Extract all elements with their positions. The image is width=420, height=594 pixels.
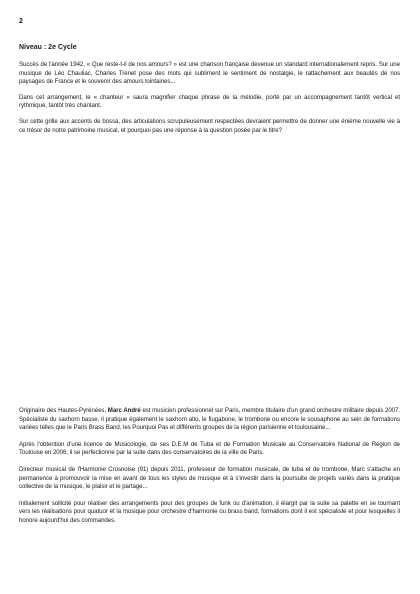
intro-paragraph-3: Sur cette grille aux accents de bossa, des articulations scrupuleusement respectées devraient permettre de donner une énième nouvelle vie à ce trésor de notre patrimoine musical, et pourquoi pas une réponse à la question posée par le titre?: [19, 117, 400, 134]
composer-name: Marc André: [107, 407, 141, 414]
bio-paragraph-1: [19, 407, 400, 433]
bio-paragraph-2: Après l'obtention d'une licence de Musicologie, de ses D.E.M de Tuba et de Formation Musicale au Conservatoire National de Région de Toulouse en 2006, il se perfectionne par la suite dans des conservatoires de la ville de Paris.: [19, 440, 400, 457]
level-title: Niveau : 2e Cycle: [19, 44, 77, 51]
intro-paragraph-1: Succès de l'année 1942, « Que reste-t-il de nos amours? » est une chanson française devenue un standard internationalement repris. Sur une musique de Léo Chauliac, Charles Trenet pose des mots qui subliment le sentiment de nostalgie, le rattachement aux beautés de nos paysages de France et le souvenir des amours lointaines...: [19, 61, 400, 86]
intro-paragraph-2: Dans cet arrangement, le « chanteur » saura magnifier chaque phrase de la mélodie, porté par un accompagnement tantôt vertical et rythmique, tantôt très chantant.: [19, 93, 400, 110]
intro-section: [19, 44, 400, 142]
bio-p1-after: est musicien professionnel sur Paris, membre titulaire d'un grand orchestre militaire depuis 2007. Spécialiste du saxhorn basse, il pratique également le saxhorn alto, le flugabone, le trombone ou encore le sousaphone au sein de formations variées telles que le Paris Brass Band, les Pourquoi Pas et différents groupes de la région parisienne et toulousaine...: [19, 407, 400, 432]
bio-paragraph-3: Directeur musical de l'Harmonie Crosnoise (91) depuis 2011, professeur de formation musicale, de tuba et de trombone, Marc s'attache en permanence à promouvoir la mise en avant de tous les styles de musique et à s'investir dans la poursuite de projets variés dans la pratique collective de la musique, le plaisir et le partage...: [19, 465, 400, 491]
page-number: 2: [19, 18, 23, 25]
biography-section: [19, 407, 400, 534]
bio-paragraph-4: Initialement sollicité pour réaliser des arrangements pour des groupes de funk ou d'animation, il élargit par la suite sa palette en se tournant vers les réalisations pour quatuor et la musique pour orchestre d'harmonie ou brass band, formations dont il est spécialiste et pour lesquelles il honore aujourd'hui des commandes.: [19, 499, 400, 524]
bio-p1-before: Originaire des Hautes-Pyrénées,: [19, 407, 108, 414]
